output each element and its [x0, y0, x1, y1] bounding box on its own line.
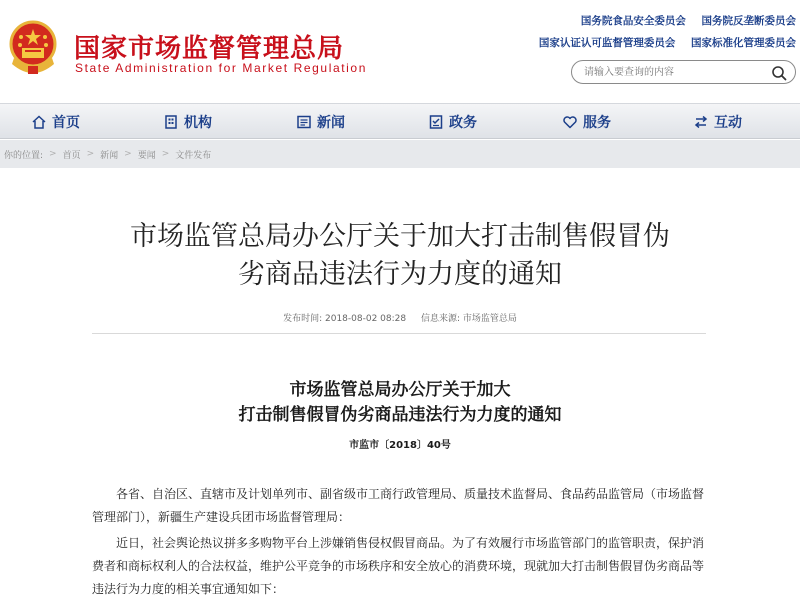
- home-icon: [31, 114, 47, 130]
- breadcrumb-item-news[interactable]: 新闻: [100, 150, 119, 161]
- news-icon: [296, 114, 312, 130]
- top-link-food-safety[interactable]: 国务院食品安全委员会: [580, 15, 686, 27]
- breadcrumb-item-home[interactable]: 首页: [62, 150, 81, 161]
- top-link-certification[interactable]: 国家认证认可监督管理委员会: [538, 37, 676, 49]
- site-header: [0, 0, 800, 103]
- breadcrumb-prefix: 你的位置:: [4, 150, 44, 161]
- breadcrumb-item-headlines[interactable]: 要闻: [137, 150, 156, 161]
- building-icon: [163, 114, 179, 130]
- main-nav: [0, 103, 800, 139]
- source: [421, 314, 517, 324]
- nav-item-service[interactable]: [562, 104, 611, 140]
- source-value: 市场监管总局: [462, 314, 517, 324]
- exchange-icon: [693, 114, 709, 130]
- top-link-standardization[interactable]: 国家标准化管理委员会: [691, 37, 796, 49]
- nav-item-news[interactable]: [296, 104, 345, 140]
- nav-label-service: 服务: [583, 115, 611, 131]
- breadcrumb-separator: >: [161, 149, 170, 159]
- nav-label-home: 首页: [52, 115, 80, 131]
- search-box: [571, 60, 796, 84]
- nav-item-government[interactable]: [428, 104, 477, 140]
- nav-label-organization: 机构: [184, 115, 212, 131]
- article-title-line-2: 劣商品违法行为力度的通知: [238, 259, 562, 290]
- national-emblem-icon[interactable]: [8, 20, 58, 78]
- article-paragraph-1: 各省、自治区、直辖市及计划单列市、副省级市工商行政管理局、质量技术监督局、食品药品监管局（市场监督管理部门），新疆生产建设兵团市场监督管理局：: [92, 487, 705, 524]
- divider: [92, 333, 706, 334]
- document-number: 市监市〔2018〕40号: [349, 440, 451, 451]
- document-title-line-2: 打击制售假冒伪劣商品违法行为力度的通知: [238, 405, 562, 425]
- nav-item-interaction[interactable]: [693, 104, 742, 140]
- site-subtitle: State Administration for Market Regulation: [75, 61, 367, 75]
- nav-label-government: 政务: [449, 115, 477, 131]
- breadcrumb-separator: >: [49, 149, 57, 159]
- site-title[interactable]: 国家市场监督管理总局: [74, 34, 345, 64]
- search-input[interactable]: [584, 64, 764, 80]
- nav-label-news: 新闻: [317, 115, 345, 131]
- heart-icon: [562, 114, 578, 130]
- breadcrumb-separator: >: [86, 149, 95, 159]
- article-paragraph-2: 近日，社会舆论热议拼多多购物平台上涉嫌销售侵权假冒商品。为了有效履行市场监管部门的监管职责，保护消费者和商标权利人的合法权益，维护公平竞争的市场秩序和安全放心的消费环境，现就加大打击制售假冒伪劣商品等违法行为力度的相关事宜通知如下：: [92, 536, 705, 596]
- article-title-line-1: 市场监管总局办公厅关于加大打击制售假冒伪: [130, 221, 670, 252]
- nav-label-interaction: 互动: [714, 115, 742, 131]
- breadcrumb-item-documents[interactable]: 文件发布: [175, 150, 212, 161]
- nav-item-home[interactable]: [31, 104, 80, 140]
- article-meta: [0, 311, 800, 324]
- publish-time: [283, 314, 406, 324]
- search-icon[interactable]: [771, 65, 787, 81]
- breadcrumb: [0, 140, 800, 168]
- government-icon: [428, 114, 444, 130]
- document-title-line-1: 市场监管总局办公厅关于加大: [289, 380, 511, 400]
- publish-time-value: 2018-08-02 08:28: [325, 314, 407, 324]
- source-label: 信息来源:: [420, 314, 461, 324]
- breadcrumb-separator: >: [124, 149, 132, 159]
- document-title: [0, 378, 800, 428]
- publish-time-label: 发布时间:: [283, 314, 323, 324]
- top-links-row-2: [527, 35, 796, 50]
- article-title: [0, 218, 800, 294]
- nav-item-organization[interactable]: [163, 104, 212, 140]
- top-links-row-1: [569, 13, 796, 28]
- top-link-antimonopoly[interactable]: 国务院反垄断委员会: [701, 15, 796, 27]
